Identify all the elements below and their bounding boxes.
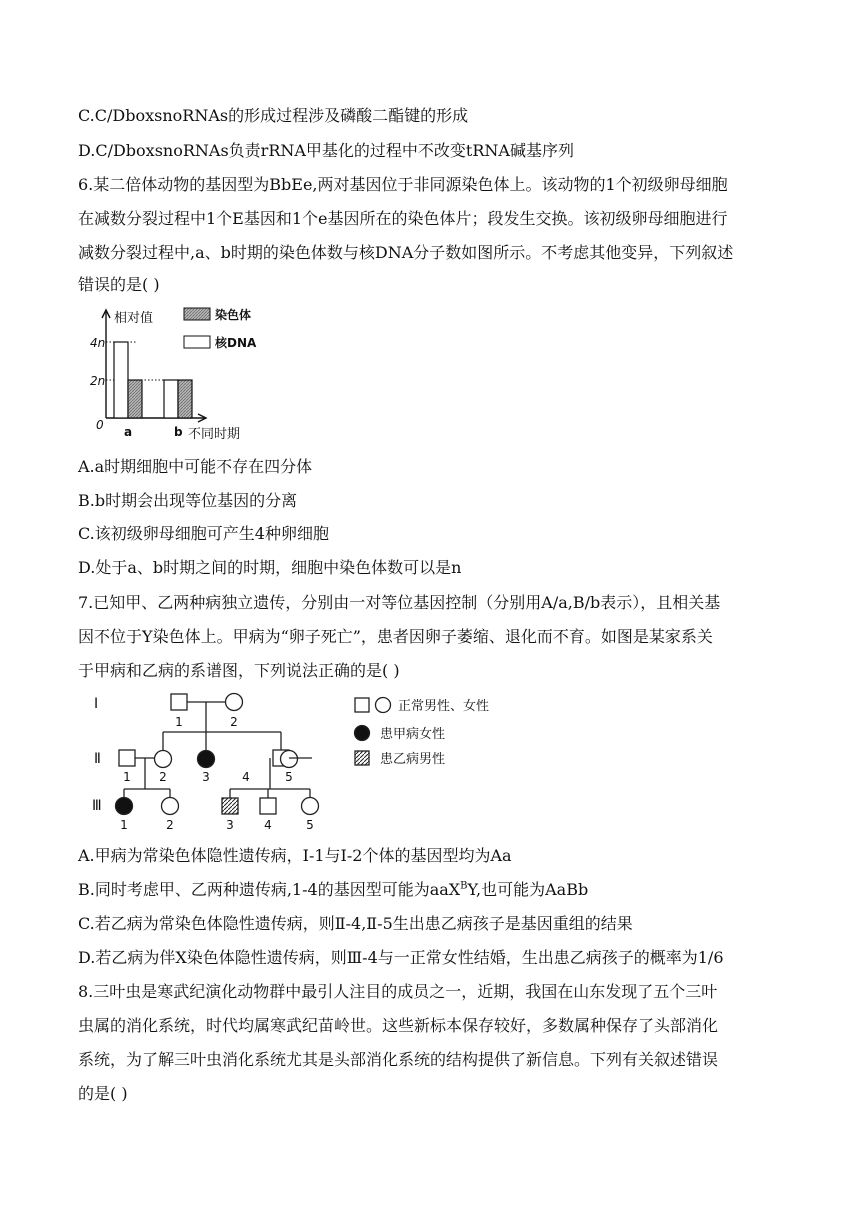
legend-disease-a-label: 患甲病女性 (380, 727, 446, 742)
svg-text:4: 4 (264, 818, 272, 832)
y-axis-label: 相对值 (114, 311, 154, 326)
chromosome-dna-bar-chart (84, 302, 284, 442)
svg-text:2: 2 (159, 770, 167, 784)
q7-option-d: D.若乙病为伴X染色体隐性遗传病，则Ⅲ-4与一正常女性结婚，生出患乙病孩子的概率为1/6 (78, 948, 724, 967)
category-label-b: b (174, 425, 183, 439)
q5-option-c: C.C/DboxsnoRNAs的形成过程涉及磷酸二酯键的形成 (78, 106, 469, 125)
legend-normal-female-icon (376, 698, 391, 713)
gen3-affected-male-3 (222, 798, 238, 814)
q6-stem-line-4: 错误的是( ) (78, 275, 160, 294)
legend-disease-a-female-icon (355, 726, 370, 741)
q6-stem-line-1: 6.某二倍体动物的基因型为BbEe,两对基因位于非同源染色体上。该动物的1个初级卵母细胞 (78, 175, 728, 194)
svg-text:1: 1 (123, 770, 131, 784)
q7-option-a: A.甲病为常染色体隐性遗传病，I-1与I-2个体的基因型均为Aa (78, 846, 512, 865)
gen3-male-4 (260, 798, 276, 814)
bar-chromosome-a (128, 380, 142, 418)
q8-stem-line-2: 虫属的消化系统，时代均属寒武纪苗岭世。这些新标本保存较好，多数属种保存了头部消化 (78, 1016, 719, 1035)
legend-chromosome-label: 染色体 (215, 308, 252, 322)
q7-stem-line-2: 因不位于Y染色体上。甲病为“卵子死亡”，患者因卵子萎缩、退化而不育。如图是某家系关 (78, 627, 713, 646)
bar-dna-b (164, 380, 178, 418)
gen3-roman: Ⅲ (92, 798, 102, 814)
q7-stem-line-3: 于甲病和乙病的系谱图，下列说法正确的是( ) (78, 661, 400, 680)
gen3-female-5 (302, 798, 319, 815)
svg-text:1: 1 (175, 715, 183, 729)
svg-text:1: 1 (120, 818, 128, 832)
svg-text:2: 2 (166, 818, 174, 832)
legend-chromosome-swatch (184, 308, 210, 320)
q7-option-c: C.若乙病为常染色体隐性遗传病，则Ⅱ-4,Ⅱ-5生出患乙病孩子是基因重组的结果 (78, 914, 633, 933)
svg-text:2: 2 (230, 715, 238, 729)
gen2-female-2 (155, 751, 172, 768)
q8-stem-line-1: 8.三叶虫是寒武纪演化动物群中最引人注目的成员之一，近期，我国在山东发现了五个三叶 (78, 982, 718, 1001)
svg-text:3: 3 (202, 770, 210, 784)
legend-normal-label: 正常男性、女性 (398, 699, 490, 714)
q6-option-c: C.该初级卵母细胞可产生4种卵细胞 (78, 524, 329, 543)
q6-stem-line-3: 减数分裂过程中,a、b时期的染色体数与核DNA分子数如图所示。不考虑其他变异，下列叙述 (78, 243, 734, 262)
q8-stem-line-4: 的是( ) (78, 1084, 128, 1103)
q6-stem-line-2: 在减数分裂过程中1个E基因和1个e基因所在的染色体片；段发生交换。该初级卵母细胞进行 (78, 209, 728, 228)
svg-text:5: 5 (285, 770, 293, 784)
y-tick-label: 4n (90, 336, 106, 350)
gen1-male-1 (171, 694, 187, 710)
q6-option-a: A.a时期细胞中可能不存在四分体 (78, 457, 313, 476)
gen2-roman: Ⅱ (94, 751, 101, 767)
legend-dna-label: 核DNA (215, 336, 257, 350)
x-axis-label: 不同时期 (188, 427, 241, 442)
gen1-female-2 (226, 694, 243, 711)
q6-option-b: B.b时期会出现等位基因的分离 (78, 491, 298, 510)
gen3-affected-female-1 (116, 798, 133, 815)
y-tick-label: 0 (96, 418, 104, 432)
legend-dna-swatch (184, 336, 210, 348)
bar-chromosome-b (178, 380, 192, 418)
gen2-female-5 (281, 751, 298, 768)
gen1-roman: Ⅰ (94, 696, 99, 712)
legend-disease-b-label: 患乙病男性 (380, 752, 446, 767)
q7-option-b: B.同时考虑甲、乙两种遗传病,1-4的基因型可能为aaX$^B$Y,也可能为AaBb (78, 880, 589, 899)
category-label-a: a (124, 425, 133, 439)
gen2-affected-female-3 (198, 751, 215, 768)
gen3-female-2 (162, 798, 179, 815)
q6-option-d: D.处于a、b时期之间的时期，细胞中染色体数可以是n (78, 558, 462, 577)
bar-dna-a (114, 342, 128, 418)
q5-option-d: D.C/DboxsnoRNAs负责rRNA甲基化的过程中不改变tRNA碱基序列 (78, 141, 574, 160)
gen2-male-1 (119, 750, 135, 766)
q7-stem-line-1: 7.已知甲、乙两种病独立遗传，分别由一对等位基因控制（分别用A/a,B/b表示），且相关基 (78, 593, 721, 612)
legend-disease-b-male-icon (355, 751, 369, 765)
q8-stem-line-3: 系统，为了解三叶虫消化系统尤其是头部消化系统的结构提供了新信息。下列有关叙述错误 (78, 1050, 719, 1069)
y-tick-label: 2n (90, 374, 106, 388)
svg-text:3: 3 (226, 818, 234, 832)
pedigree-diagram (84, 686, 524, 838)
svg-text:4: 4 (242, 770, 250, 784)
legend-normal-male-icon (355, 698, 369, 712)
svg-text:5: 5 (306, 818, 314, 832)
